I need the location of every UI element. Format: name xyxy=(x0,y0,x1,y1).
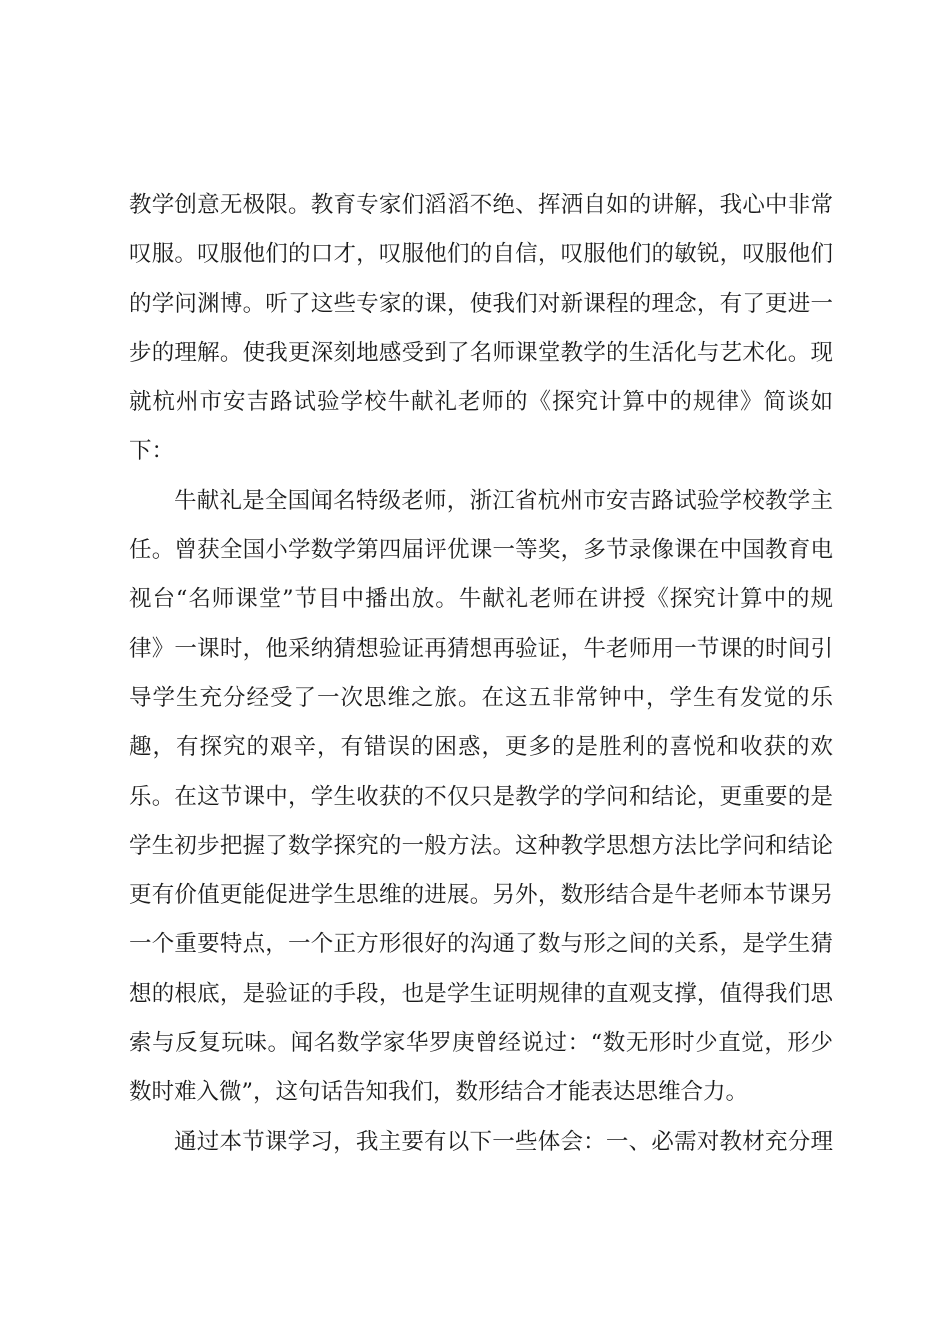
document-body xyxy=(129,181,833,1167)
paragraph-reflections: 通过本节课学习，我主要有以下一些体会：一、必需对教材充分理 xyxy=(174,1128,833,1155)
paragraph-teacher-profile: 牛献礼是全国闻名特级老师，浙江省杭州市安吉路试验学校教学主任。曾获全国小学数学第四届评优课一等奖，多节录像课在中国教育电视台“名师课堂”节目中播出放。牛献礼老师在讲授《探究计算中的规律》一课时，他采纳猜想验证再猜想再验证，牛老师用一节课的时间引导学生充分经受了一次思维之旅。在这五非常钟中，学生有发觉的乐趣，有探究的艰辛，有错误的困惑，更多的是胜利的喜悦和收获的欢乐。在这节课中，学生收获的不仅只是教学的学问和结论，更重要的是学生初步把握了数学探究的一般方法。这种教学思想方法比学问和结论更有价值更能促进学生思维的进展。另外，数形结合是牛老师本节课另一个重要特点，一个正方形很好的沟通了数与形之间的关系，是学生猜想的根底，是验证的手段，也是学生证明规律的直观支撑，值得我们思索与反复玩味。闻名数学家华罗庚曾经说过：“数无形时少直觉，形少数时难入微”，这句话告知我们，数形结合才能表达思维合力。 xyxy=(129,487,833,1106)
paragraph-intro: 教学创意无极限。教育专家们滔滔不绝、挥洒自如的讲解，我心中非常叹服。叹服他们的口才，叹服他们的自信，叹服他们的敏锐，叹服他们的学问渊博。听了这些专家的课，使我们对新课程的理念，有了更进一步的理解。使我更深刻地感受到了名师课堂教学的生活化与艺术化。现就杭州市安吉路试验学校牛献礼老师的《探究计算中的规律》简谈如下： xyxy=(129,192,833,465)
